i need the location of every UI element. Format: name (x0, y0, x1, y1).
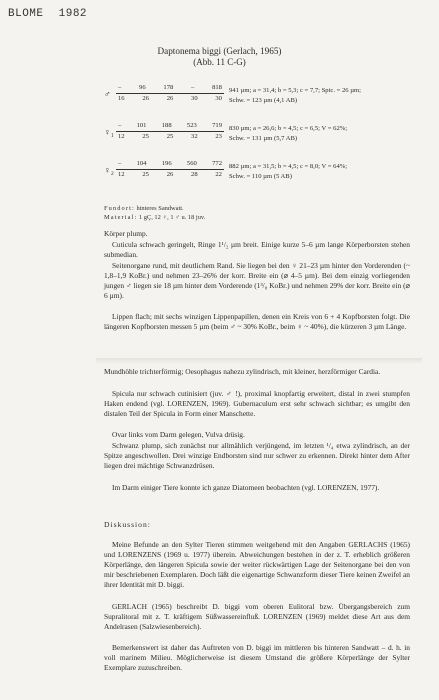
fraction-den: 26 (166, 170, 174, 178)
fraction-num: 104 (136, 160, 147, 167)
locality-text: hinteres Sandwatt. (136, 205, 184, 212)
fraction-den: 25 (142, 132, 149, 140)
male-symbol: ♂ (104, 89, 111, 99)
fraction-den: 25 (142, 170, 149, 178)
locality-label: Fundort: (104, 205, 135, 212)
fraction-num: – (118, 84, 122, 91)
male-tail-length: Schw. = 123 µm (4,1 AB) (229, 97, 298, 104)
figure-reference: (Abb. 11 C-G) (193, 57, 246, 67)
fraction-num: 188 (161, 122, 172, 129)
female-2-symbol: ♀₂ (104, 165, 114, 175)
fraction-den: 12 (118, 170, 125, 178)
fraction-num: 101 (136, 122, 147, 129)
fraction-den: 12 (118, 132, 125, 140)
fraction-den: 22 (215, 170, 222, 178)
paragraph-body: Körper plump. (104, 229, 148, 238)
page-header (8, 8, 95, 20)
fraction-den: 26 (166, 94, 174, 102)
fraction-num: – (118, 122, 122, 129)
paragraph-cuticula: Cuticula schwach geringelt, Ringe 1¹/₂ µm breit. Einige kurze 5–6 µm lange Körperborsten stehen submedian. (104, 240, 410, 260)
species-title-block (0, 46, 439, 67)
paragraph-lippen: Lippen flach; mit sechs winzigen Lippenpapillen, denen ein Kreis von 6 + 4 Kopfborsten folgt. Die längeren Kopfborsten messen 5 µm (beim ♂ ~ 30% KoBr., beim ♀ ~ 40%), die kürzeren 3 µm Länge. (104, 312, 410, 332)
paragraph-discussion-1: Meine Befunde an den Sylter Tieren stimmen weitgehend mit den Angaben GERLACHS (1965) und LORENZENS (1969 u. 1977) überein. Abweichungen bestehen in der z. T. erheblich größeren Körperlänge, den längeren Spicula sowie der weiter rückwärtigen Lage der Seitenorgane bei den von mir beschriebenen Exemplaren. Doch läßt die eigenartige Schwanzform dieser Tiere keinen Zweifel an ihrer Identität mit D. biggi. (104, 540, 410, 590)
fraction-num: 196 (161, 160, 172, 167)
paragraph-schwanz: Schwanz plump, sich zunächst nur allmählich verjüngend, im letzten ¹/₄ etwa zylindrisch, an der Spitze angeschwollen. Drei winzige Endborsten sind nur schwer zu erkennen. Direkt hinter dem After liegen drei mächtige Schwanzdrüsen. (104, 441, 410, 471)
male-measurements: 941 µm; a = 31,4; b = 5,3; c = 7,7; Spic. = 26 µm; (229, 87, 361, 94)
page-fold-shadow (96, 358, 422, 364)
section-heading-diskussion: Diskussion: (104, 520, 151, 529)
paragraph-darm: Im Darm einiger Tiere konnte ich ganze Diatomeen beobachten (vgl. LORENZEN, 1977). (112, 483, 380, 492)
paragraph-mundhoehle: Mundhöhle trichterförmig; Oesophagus nahezu zylindrisch, mit kleiner, herzförmiger Cardia. (104, 367, 381, 376)
fraction-den: 16 (118, 94, 125, 102)
female-2-measurements: 882 µm; a = 31,5; b = 4,5; c = 8,0; V = 64%; (229, 163, 348, 170)
fraction-den: 23 (215, 132, 222, 140)
paragraph-ovar: Ovar links vom Darm gelegen, Vulva drüsig. (112, 430, 245, 439)
fraction-num: – (118, 160, 122, 167)
female-1-measurement-fraction (116, 122, 224, 141)
fraction-den: 26 (142, 94, 149, 102)
female-1-measurements: 830 µm; a = 26,6; b = 4,5; c = 6,5; V = 62%; (229, 125, 348, 132)
fraction-num: – (191, 84, 195, 91)
fraction-num: 523 (186, 122, 197, 129)
material-text: 1 gÇ, 12 ♀, 1 ♂ u. 18 juv. (138, 214, 206, 221)
fraction-den: 25 (166, 132, 174, 140)
paragraph-seitenorgane: Seitenorgane rund, mit deutlichem Rand. Sie liegen bei den ♀ 21–23 µm hinter den Vorderenden (~ 1,8–1,9 KoBr.) und nehmen 23–26% der korr. Breite ein (⌀ 4–5 µm). Bei dem einzig vorliegenden jungen ♂ liegen sie 18 µm hinter dem Vorderende (1³/₈ KoBr.) und nehmen 29% der korr. Breite ein (⌀ 6 µm). (104, 261, 410, 301)
fraction-den: 28 (191, 170, 198, 178)
fraction-num: 818 (212, 84, 222, 91)
female-1-tail-length: Schw. = 131 µm (5,7 AB) (229, 135, 298, 142)
fraction-den: 30 (191, 94, 198, 102)
male-measurement-fraction (116, 84, 224, 103)
paragraph-discussion-2: GERLACH (1965) beschreibt D. biggi vom oberen Eulitoral bzw. Übergangsbereich zum Supralitoral mit z. T. kräftigem Süßwassereinfluß. LORENZEN (1969) meldet diese Art aus dem Andelrasen (Salzwiesenbereich). (104, 602, 410, 632)
header-year: 1982 (58, 8, 88, 20)
fraction-num: 719 (212, 122, 222, 129)
material-label: Material: (104, 214, 138, 221)
header-author: BLOME (8, 8, 44, 20)
fraction-num: 772 (212, 160, 222, 167)
female-2-tail-length: Schw. = 110 µm (5 AB) (229, 173, 292, 180)
species-title: Daptonema biggi (Gerlach, 1965) (157, 46, 282, 56)
fraction-num: 560 (186, 160, 197, 167)
fraction-num: 96 (139, 84, 146, 91)
fraction-den: 32 (191, 132, 198, 140)
paragraph-spicula: Spicula nur schwach cutinisiert (juv. ♂ !), proximal knopfartig erweitert, distal in zwei stumpfen Haken endend (vgl. LORENZEN, 1969). Gubernaculum erst sehr schwach sichtbar; es umgibt den distalen Teil der Spicula in Form einer Manschette. (104, 389, 410, 419)
paragraph-discussion-3: Bemerkenswert ist daher das Auftreten von D. biggi im mittleren bis hinteren Sandwatt – d. h. in voll marinem Milieu. Möglicherweise ist diesem Umstand die größere Körperlänge der Sylter Exemplare zuzuschreiben. (104, 643, 410, 673)
female-2-measurement-fraction (116, 160, 224, 179)
fraction-den: 30 (215, 94, 222, 102)
fraction-num: 178 (163, 84, 174, 91)
female-1-symbol: ♀₁ (104, 127, 114, 137)
locality-material-block (104, 204, 205, 222)
